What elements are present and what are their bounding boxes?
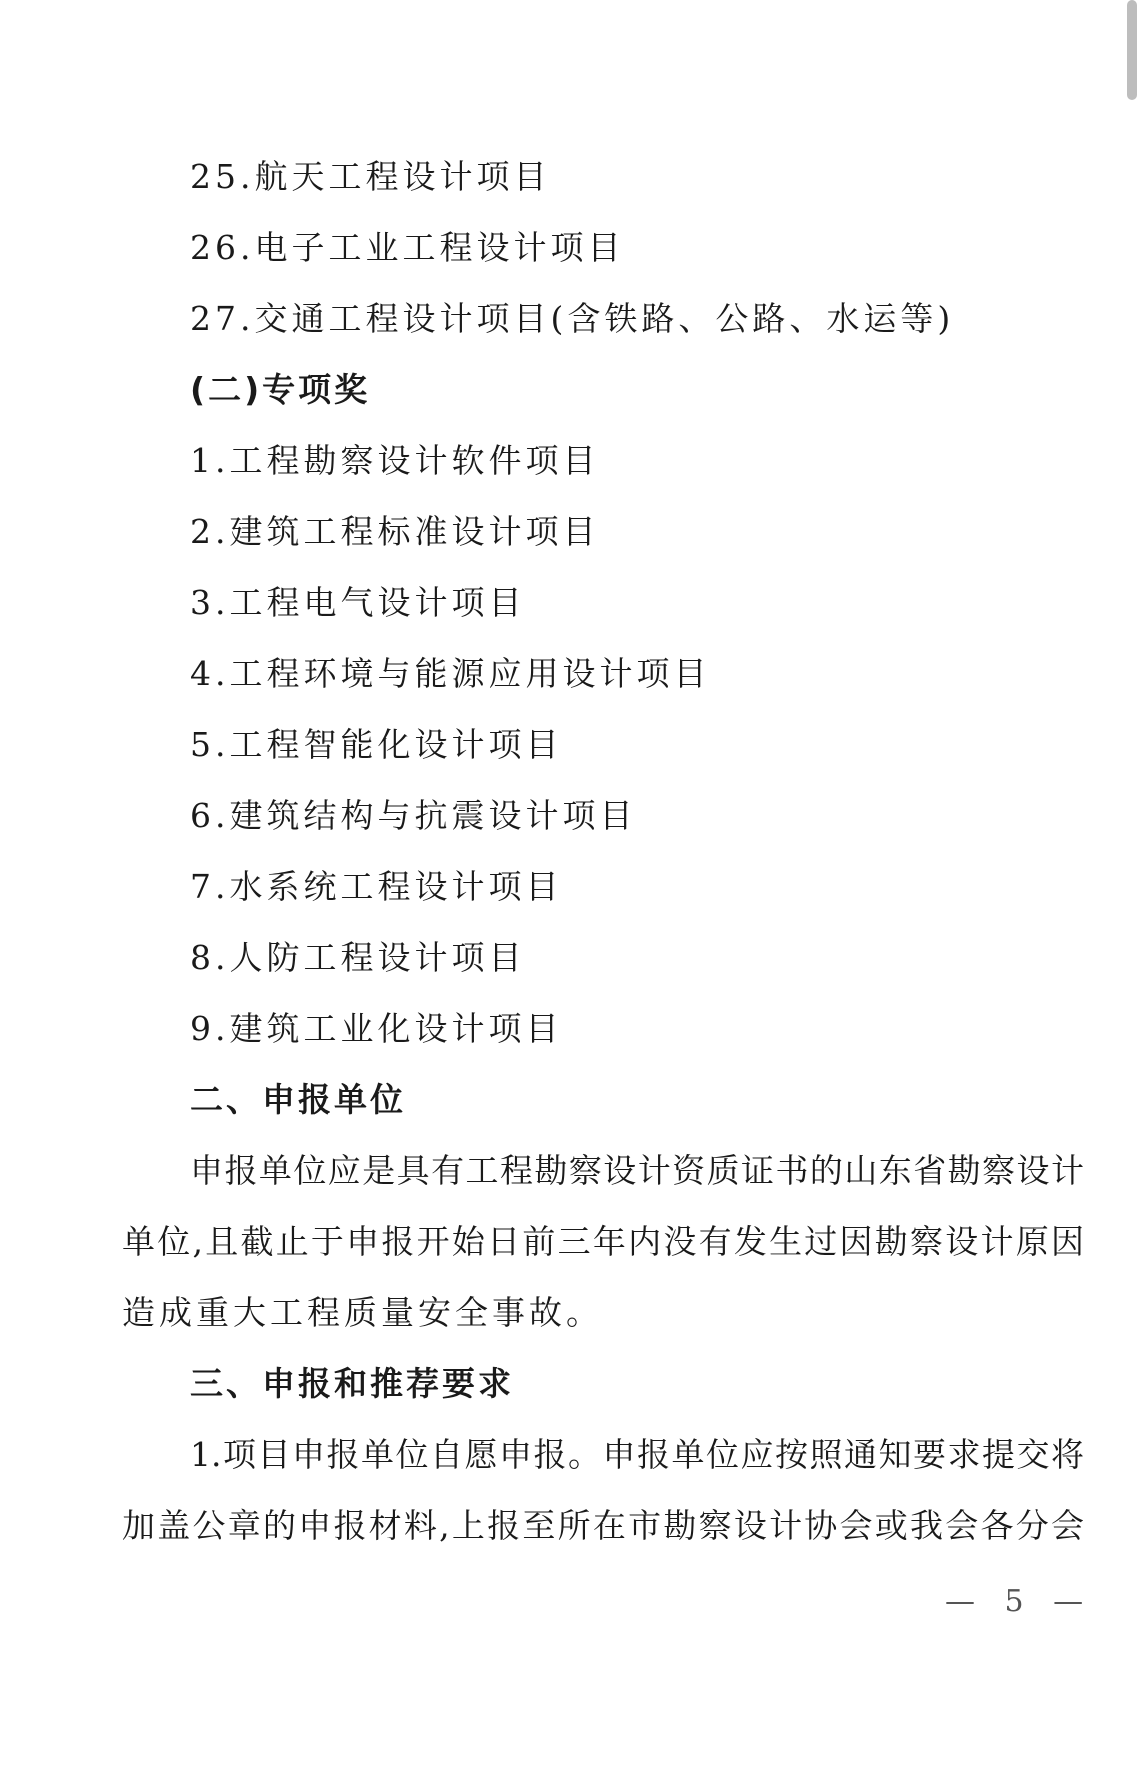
list-item: 26.电子工业工程设计项目	[190, 228, 625, 267]
list-item: 7.水系统工程设计项目	[190, 867, 563, 906]
paragraph-line: 造成重大工程质量安全事故。	[122, 1293, 603, 1332]
page-number: — 5 —	[945, 1584, 1094, 1619]
section-heading: 二、申报单位	[190, 1080, 406, 1119]
paragraph-line: 申报单位应是具有工程勘察设计资质证书的山东省勘察设计	[190, 1151, 1084, 1190]
scrollbar[interactable]	[1127, 0, 1137, 100]
list-item: 1.工程勘察设计软件项目	[190, 441, 600, 480]
section-heading: 三、申报和推荐要求	[190, 1364, 514, 1403]
list-item: 2.建筑工程标准设计项目	[190, 512, 600, 551]
paragraph-line: 单位,且截止于申报开始日前三年内没有发生过因勘察设计原因	[122, 1222, 1084, 1261]
paragraph-line: 1.项目申报单位自愿申报。申报单位应按照通知要求提交将	[190, 1435, 1084, 1474]
list-item: 27.交通工程设计项目(含铁路、公路、水运等)	[190, 299, 955, 338]
list-item: 25.航天工程设计项目	[190, 157, 551, 196]
list-item: 6.建筑结构与抗震设计项目	[190, 796, 637, 835]
list-item: 4.工程环境与能源应用设计项目	[190, 654, 711, 693]
list-item: 8.人防工程设计项目	[190, 938, 526, 977]
list-item: 9.建筑工业化设计项目	[190, 1009, 563, 1048]
list-item: 3.工程电气设计项目	[190, 583, 526, 622]
special-award-heading: (二)专项奖	[190, 370, 371, 409]
paragraph-line: 加盖公章的申报材料,上报至所在市勘察设计协会或我会各分会	[122, 1506, 1084, 1545]
list-item: 5.工程智能化设计项目	[190, 725, 563, 764]
